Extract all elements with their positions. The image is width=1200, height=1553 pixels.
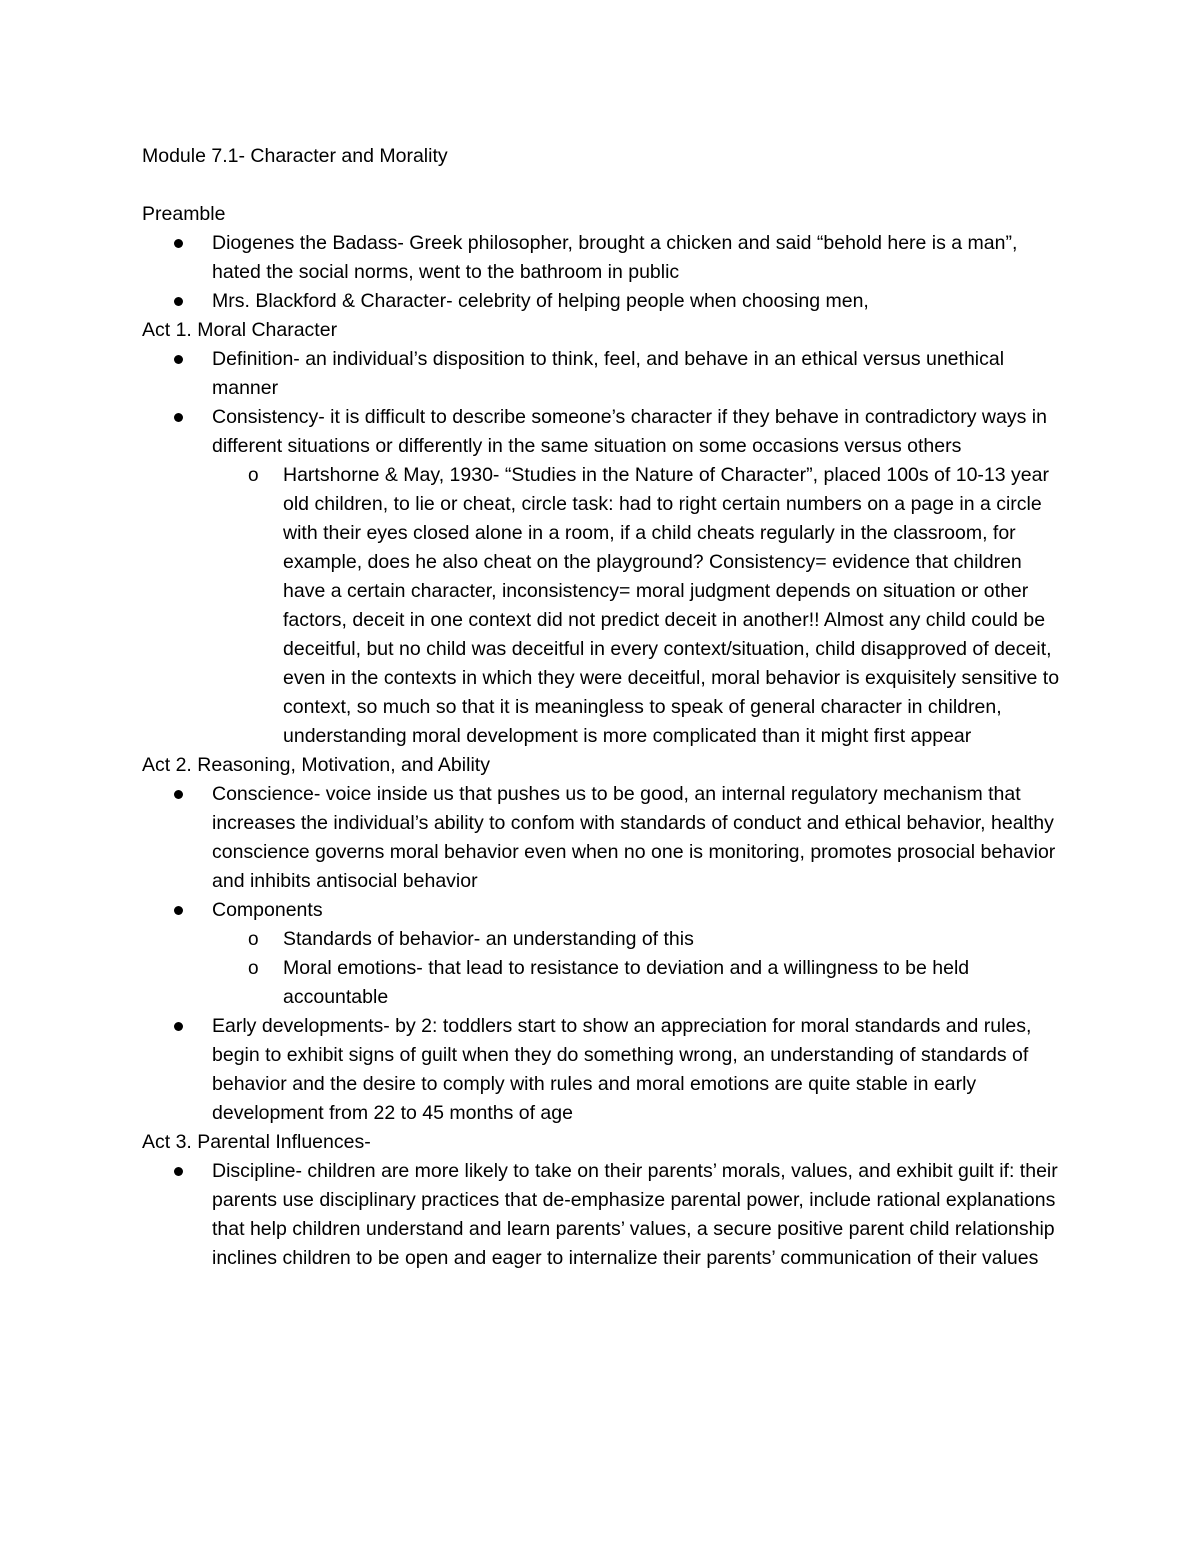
list-item-text: Mrs. Blackford & Character- celebrity of helping people when choosing men, [212,290,869,312]
sub-list-item [142,925,1062,954]
act2-list [142,780,1062,1128]
list-item-text: Components [212,899,323,921]
act1-heading: Act 1. Moral Character [142,319,338,341]
sub-list-item-text: Standards of behavior- an understanding of this [283,928,694,950]
sub-list-item-text: Moral emotions- that lead to resistance to deviation and a willingness to be held accountable [283,957,970,1008]
preamble-heading: Preamble [142,203,226,225]
bullet-icon [174,297,183,306]
list-item [142,780,1062,896]
document-title: Module 7.1- Character and Morality [142,145,448,167]
sub-list-item [142,954,1062,1012]
act3-heading: Act 3. Parental Influences- [142,1131,371,1153]
circle-bullet-icon: o [248,465,259,486]
sub-list-item-text: Hartshorne & May, 1930- “Studies in the Nature of Character”, placed 100s of 10-13 year old children, to lie or cheat, circle task: had to right certain numbers on a page in a circle with their eyes closed alone in a room, if a child cheats regularly in the classroom, for example, does he also cheat on the playground? Consistency= evidence that children have a certain character, inconsistency= moral judgment depends on situation or other factors, deceit in one context did not predict deceit in another!! Almost any child could be deceitful, but no child was deceitful in every context/situation, child disapproved of deceit, even in the contexts in which they were deceitful, moral behavior is exquisitely sensitive to context, so much so that it is meaningless to speak of general character in children, understanding moral development is more complicated than it might first appear [283,464,1060,747]
document-body [142,229,1062,1273]
list-item [142,403,1062,461]
circle-bullet-icon: o [248,929,259,950]
list-item [142,1012,1062,1128]
bullet-icon [174,355,183,364]
list-item-text: Diogenes the Badass- Greek philosopher, brought a chicken and said “behold here is a man”, hated the social norms, went to the bathroom in public [212,232,1018,283]
list-item [142,896,1062,925]
list-item [142,287,1062,316]
list-item-text: Discipline- children are more likely to take on their parents’ morals, values, and exhibit guilt if: their parents use disciplinary practices that de-emphasize parental power, include rational explanations that help children understand and learn parents’ values, a secure positive parent child relationship inclines children to be open and eager to internalize their parents’ communication of their values [212,1160,1058,1269]
circle-bullet-icon: o [248,958,259,979]
bullet-icon [174,413,183,422]
list-item-text: Early developments- by 2: toddlers start to show an appreciation for moral standards and rules, begin to exhibit signs of guilt when they do something wrong, an understanding of standards of behavior and the desire to comply with rules and moral emotions are quite stable in early development from 22 to 45 months of age [212,1015,1032,1124]
act1-list [142,345,1062,751]
list-item-text: Consistency- it is difficult to describe someone’s character if they behave in contradictory ways in different situations or differently in the same situation on some occasions versus others [212,406,1047,457]
bullet-icon [174,239,183,248]
list-item-text: Conscience- voice inside us that pushes us to be good, an internal regulatory mechanism that increases the individual’s ability to confom with standards of conduct and ethical behavior, healthy conscience governs moral behavior even when no one is monitoring, promotes prosocial behavior and inhibits antisocial behavior [212,783,1056,892]
list-item-text: Definition- an individual’s disposition to think, feel, and behave in an ethical versus unethical manner [212,348,1005,399]
bullet-icon [174,1022,183,1031]
bullet-icon [174,790,183,799]
bullet-icon [174,1167,183,1176]
sub-list-item [142,461,1062,751]
list-item [142,345,1062,403]
bullet-icon [174,906,183,915]
list-item [142,229,1062,287]
act2-heading: Act 2. Reasoning, Motivation, and Ability [142,754,490,776]
preamble-list [142,229,1062,316]
list-item [142,1157,1062,1273]
act3-list [142,1157,1062,1273]
